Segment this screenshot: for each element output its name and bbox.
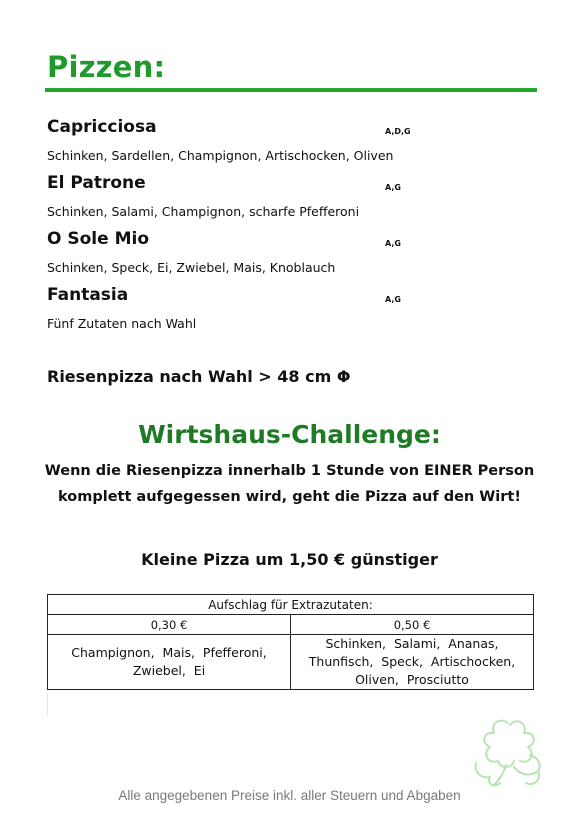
extras-ingredients-cell (48, 635, 291, 690)
menu-item-allergens: A,G (385, 295, 401, 304)
menu-item (47, 117, 447, 173)
menu-item-name: Fantasia (47, 285, 129, 305)
menu-item-name: Capricciosa (47, 117, 157, 137)
extras-ingredients-cell (291, 635, 534, 690)
menu-item-name: El Patrone (47, 173, 146, 193)
ingredients-line: Thunfisch, Speck, Artischocken, (308, 654, 516, 669)
small-pizza-note: Kleine Pizza um 1,50 € günstiger (141, 550, 438, 569)
table-row (48, 595, 534, 615)
shamrock-logo-icon (470, 715, 548, 793)
menu-item-description: Fünf Zutaten nach Wahl (47, 316, 197, 331)
table-row (48, 615, 534, 635)
menu-item-description: Schinken, Salami, Champignon, scharfe Pfefferoni (47, 204, 360, 219)
menu-item-name: O Sole Mio (47, 229, 149, 249)
menu-item (47, 173, 447, 229)
menu-item (47, 229, 447, 285)
table-row (48, 635, 534, 690)
challenge-title: Wirtshaus-Challenge: (138, 420, 441, 449)
ingredients-line: Oliven, Prosciutto (355, 672, 469, 687)
menu-item-allergens: A,G (385, 183, 401, 192)
giant-pizza-note: Riesenpizza nach Wahl > 48 cm Φ (47, 367, 351, 386)
menu-item-description: Schinken, Speck, Ei, Zwiebel, Mais, Knoblauch (47, 260, 336, 275)
extras-price-cell: 0,30 € (48, 615, 291, 635)
challenge-description (30, 458, 549, 510)
pizza-menu-list (47, 117, 447, 341)
footer-price-note: Alle angegebenen Preise inkl. aller Steuern und Abgaben (118, 788, 461, 803)
menu-item (47, 285, 447, 341)
menu-item-description: Schinken, Sardellen, Champignon, Artischocken, Oliven (47, 148, 394, 163)
title-underline (45, 88, 537, 92)
extras-price-table (47, 594, 534, 690)
ingredients-line: Champignon, Mais, Pfefferoni, (71, 645, 267, 660)
menu-item-allergens: A,D,G (385, 127, 411, 136)
menu-item-allergens: A,G (385, 239, 401, 248)
challenge-line: Wenn die Riesenpizza innerhalb 1 Stunde von EINER Person (44, 463, 535, 479)
margin-line (47, 694, 48, 716)
challenge-line: komplett aufgegessen wird, geht die Pizza auf den Wirt! (58, 489, 521, 505)
ingredients-line: Schinken, Salami, Ananas, (325, 636, 499, 651)
extras-table-header: Aufschlag für Extrazutaten: (48, 595, 534, 615)
extras-price-cell: 0,50 € (291, 615, 534, 635)
page-title: Pizzen: (47, 50, 166, 84)
ingredients-line: Zwiebel, Ei (132, 663, 206, 678)
